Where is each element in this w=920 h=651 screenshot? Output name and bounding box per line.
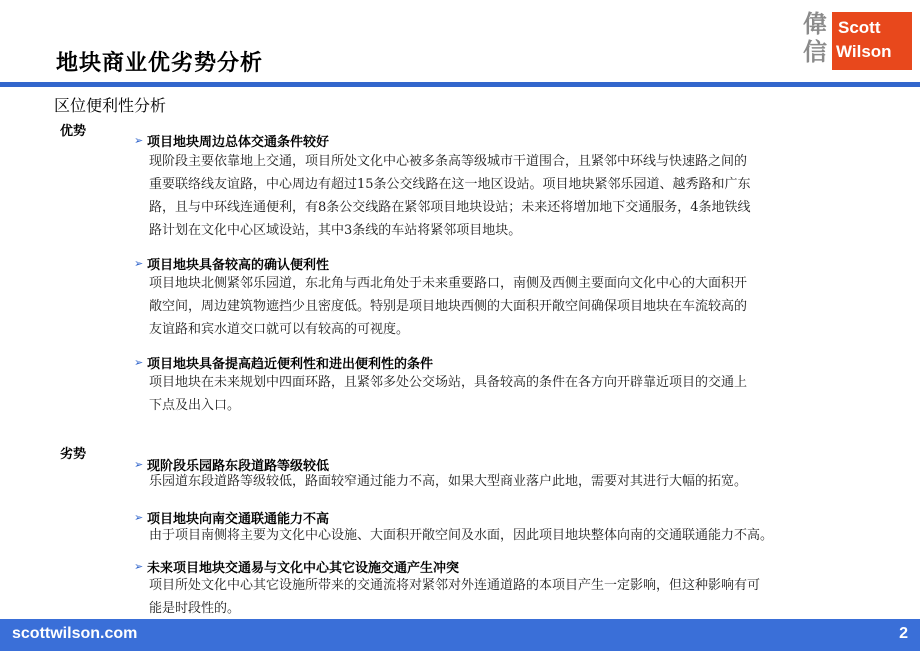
arrow-bullet-icon: ➢ — [134, 256, 144, 270]
arrow-bullet-icon: ➢ — [134, 355, 144, 369]
advantage-item-1-heading — [134, 131, 329, 150]
body-line: 下点及出入口。 — [149, 398, 241, 413]
advantage-item-1-body — [149, 150, 751, 242]
footer-bar — [0, 619, 920, 651]
advantage-item-2-title: 项目地块具备较高的确认便利性 — [147, 258, 330, 273]
page-title: 地块商业优劣势分析 — [56, 51, 264, 76]
title-rule — [0, 82, 920, 87]
advantage-item-2-body — [149, 272, 747, 341]
logo-char-bottom: 信 — [803, 37, 827, 66]
page-number: 2 — [899, 625, 908, 642]
body-line: 重要联络线友谊路，中心周边有超过15条公交线路在这一地区设站。项目地块紧邻乐园道、越秀路和广东 — [149, 177, 751, 192]
body-line: 现阶段主要依靠地上交通，项目所处文化中心被多条高等级城市干道围合，且紧邻中环线与快速路之间的 — [149, 154, 748, 169]
body-line: 路计划在文化中心区域设站，其中3条线的车站将紧邻项目地块。 — [149, 223, 522, 238]
disadvantage-item-3-title: 未来项目地块交通易与文化中心其它设施交通产生冲突 — [147, 561, 460, 576]
body-line: 由于项目南侧将主要为文化中心设施、大面积开敞空间及水面，因此项目地块整体向南的交通联通能力不高。 — [149, 528, 774, 543]
arrow-bullet-icon: ➢ — [134, 510, 144, 524]
logo-line-2: Wilson — [836, 42, 892, 61]
body-line: 项目所处文化中心其它设施所带来的交通流将对紧邻对外连通道路的本项目产生一定影响，但这种影响有可 — [149, 578, 761, 593]
arrow-bullet-icon: ➢ — [134, 559, 144, 573]
logo-line-1: Scott — [838, 18, 881, 37]
logo-badge — [832, 12, 912, 70]
logo-chinese-name — [800, 10, 830, 66]
advantage-item-2-heading — [134, 254, 329, 273]
advantage-item-3-body — [149, 371, 747, 417]
body-line: 路，且与中环线连通便利，有8条公交线路在紧邻项目地块设站；未来还将增加地下交通服务，4条地铁线 — [149, 200, 751, 215]
body-line: 友谊路和宾水道交口就可以有较高的可视度。 — [149, 322, 410, 337]
company-logo — [800, 10, 920, 72]
arrow-bullet-icon: ➢ — [134, 133, 144, 147]
page-subtitle: 区位便利性分析 — [54, 96, 167, 115]
advantage-item-3-heading — [134, 353, 433, 372]
advantage-item-1-title: 项目地块周边总体交通条件较好 — [147, 135, 330, 150]
disadvantage-item-2-body — [149, 524, 773, 547]
disadvantage-item-1-title: 现阶段乐园路东段道路等级较低 — [147, 459, 330, 474]
body-line: 项目地块北侧紧邻乐园道，东北角与西北角处于未来重要路口，南侧及西侧主要面向文化中心的大面积开 — [149, 276, 748, 291]
body-line: 项目地块在未来规划中四面环路，且紧邻多处公交场站，具备较高的条件在各方向开辟靠近项目的交通上 — [149, 375, 748, 390]
body-line: 乐园道东段道路等级较低，路面较窄通过能力不高，如果大型商业落户此地，需要对其进行大幅的拓宽。 — [149, 474, 748, 489]
body-line: 能是时段性的。 — [149, 601, 241, 616]
body-line: 敞空间，周边建筑物遮挡少且密度低。特别是项目地块西侧的大面积开敞空间确保项目地块在车流较高的 — [149, 299, 748, 314]
footer-url[interactable]: scottwilson.com — [12, 625, 138, 642]
logo-char-top: 偉 — [803, 9, 827, 38]
disadvantage-item-3-body — [149, 574, 760, 620]
disadvantages-label: 劣势 — [60, 447, 87, 462]
advantages-label: 优势 — [60, 124, 87, 139]
disadvantage-item-1-body — [149, 470, 747, 493]
disadvantage-item-2-title: 项目地块向南交通联通能力不高 — [147, 512, 330, 527]
arrow-bullet-icon: ➢ — [134, 457, 144, 471]
advantage-item-3-title: 项目地块具备提高趋近便利性和进出便利性的条件 — [147, 357, 434, 372]
